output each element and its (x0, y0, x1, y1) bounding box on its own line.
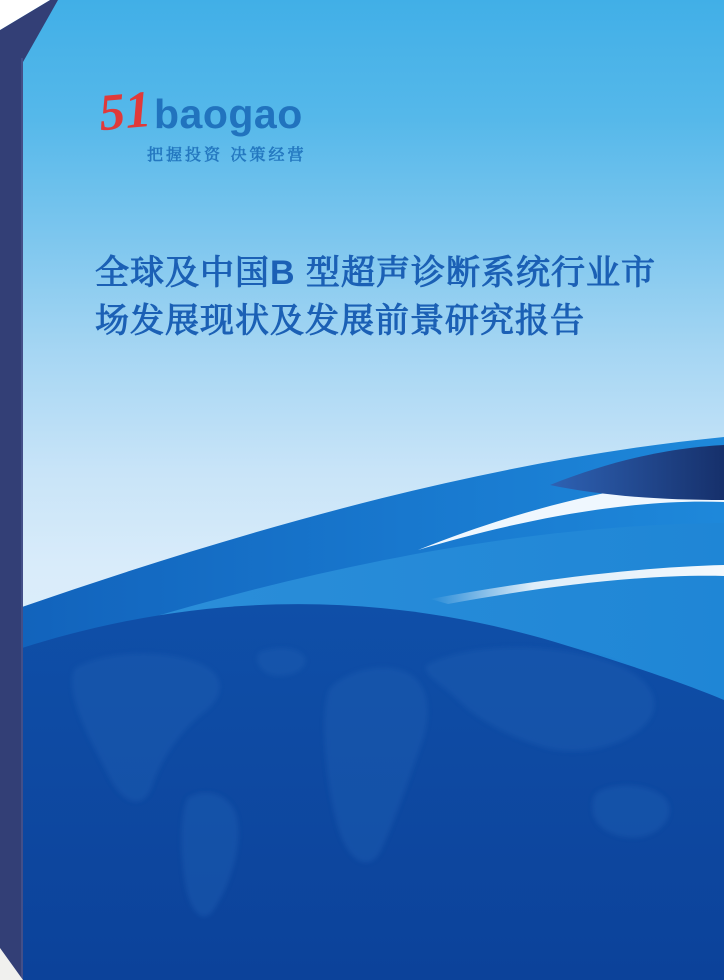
report-title-line2: 场发展现状及发展前景研究报告 (95, 302, 585, 340)
brand-tagline: 把握投资 决策经营 (147, 147, 307, 164)
report-title-line1: 全球及中国B 型超声诊断系统行业市 (95, 254, 656, 292)
brand-logo (96, 80, 307, 165)
brand-logo-row (96, 80, 306, 143)
brand-logo-name: baogao (154, 91, 303, 137)
report-title (95, 249, 656, 345)
brand-logo-prefix: 51 (96, 80, 154, 143)
